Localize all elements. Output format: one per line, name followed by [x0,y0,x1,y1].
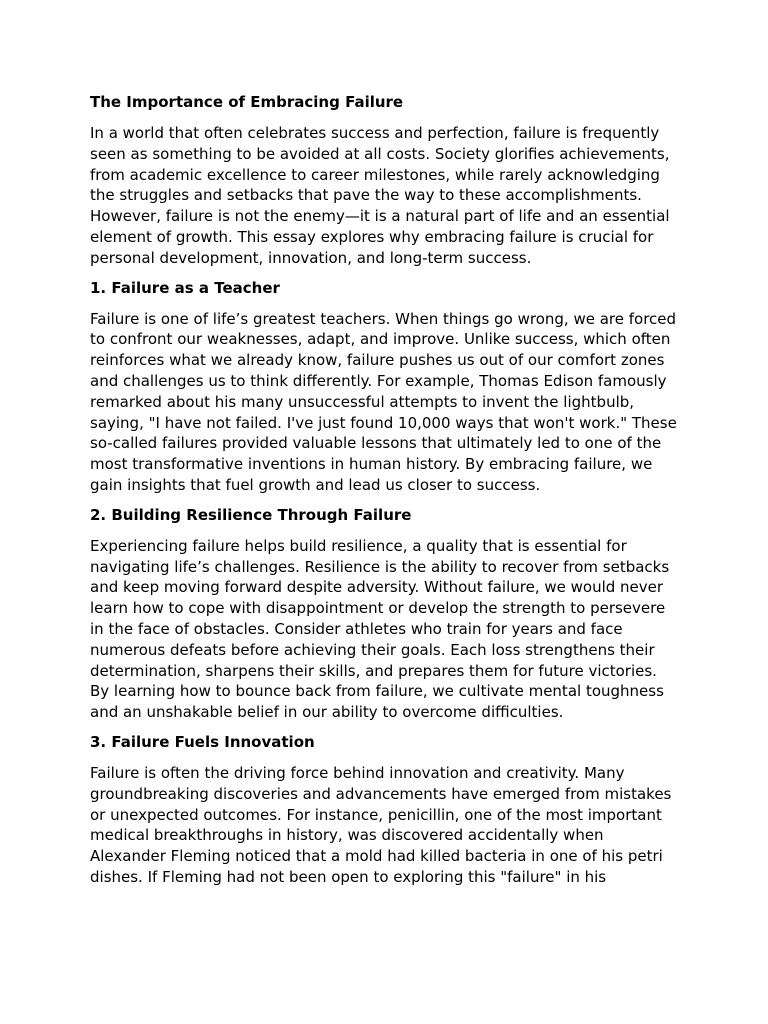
intro-paragraph: In a world that often celebrates success and perfection, failure is frequently seen as something to be avoided at all costs. Society glorifies achievements, from academic excellence to career milestones, while rarely acknowledging the struggles and setbacks that pave the way to these accomplishments. However, failure is not the enemy—it is a natural part of life and an essential element of growth. This essay explores why embracing failure is crucial for personal development, innovation, and long-term success. [90,124,670,267]
section-heading-2: 2. Building Resilience Through Failure [90,505,412,524]
section-body-1: Failure is one of life’s greatest teachers. When things go wrong, we are forced to confront our weaknesses, adapt, and improve. Unlike success, which often reinforces what we already know, failure pushes us out of our comfort zones and challenges us to think differently. For example, Thomas Edison famously remarked about his many unsuccessful attempts to invent the lightbulb, saying, "I have not failed. I've just found 10,000 ways that won't work." These so-called failures provided valuable lessons that ultimately led to one of the most transformative inventions in human history. By embracing failure, we gain insights that fuel growth and lead us closer to success. [90,309,677,494]
section-body-2: Experiencing failure helps build resilience, a quality that is essential for navigating life’s challenges. Resilience is the ability to recover from setbacks and keep moving forward despite adversity. Without failure, we would never learn how to cope with disappointment or develop the strength to persevere in the face of obstacles. Consider athletes who train for years and face numerous defeats before achieving their goals. Each loss strengthens their determination, sharpens their skills, and prepares them for future victories. By learning how to bounce back from failure, we cultivate mental toughness and an unshakable belief in our ability to overcome difficulties. [90,536,670,722]
section-heading-3: 3. Failure Fuels Innovation [90,732,315,751]
section-heading-1: 1. Failure as a Teacher [90,278,280,297]
document-title: The Importance of Embracing Failure [90,93,404,111]
section-body-3: Failure is often the driving force behind innovation and creativity. Many groundbreaking discoveries and advancements have emerged from mistakes or unexpected outcomes. For instance, penicillin, one of the most important medical breakthroughs in history, was discovered accidentally when Alexander Fleming noticed that a mold had killed bacteria in one of his petri dishes. If Fleming had not been open to exploring this "failure" in his [90,763,672,886]
